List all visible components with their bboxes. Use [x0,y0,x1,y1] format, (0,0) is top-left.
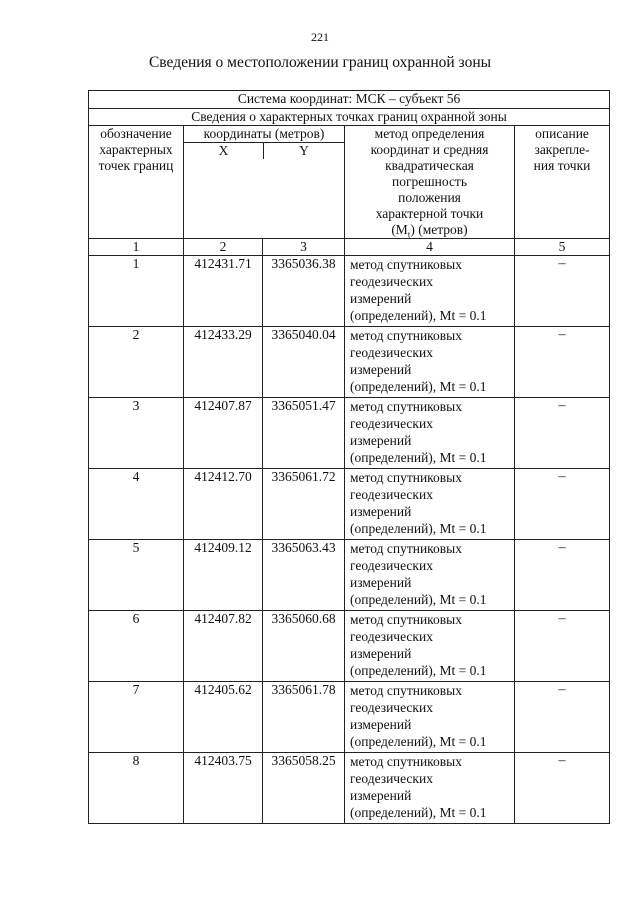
method-cell [345,611,515,682]
method-line: (определений), Mt = 0.1 [350,379,487,394]
method-line: метод спутниковых [350,683,462,698]
method-line: геодезических [350,274,433,289]
method-cell [345,327,515,398]
point-designation: 6 [89,611,184,682]
table-row [89,753,610,824]
coordinate-y: 3365040.04 [263,327,345,398]
point-designation: 1 [89,256,184,327]
coordinate-system-row [89,91,610,109]
method-line: метод спутниковых [350,470,462,485]
table-body [89,256,610,824]
method-line: метод спутниковых [350,328,462,343]
section-title-row [89,109,610,126]
coords-subheaders [184,143,344,231]
mt-suffix: ) (метров) [410,222,468,237]
method-line: геодезических [350,700,433,715]
column-number: 1 [89,239,184,256]
coordinate-y: 3365060.68 [263,611,345,682]
point-designation: 5 [89,540,184,611]
header-line: точек границ [98,158,174,173]
coordinate-y: 3365036.38 [263,256,345,327]
coordinate-y: 3365058.25 [263,753,345,824]
table-row [89,611,610,682]
method-line: геодезических [350,558,433,573]
coordinate-x: 412407.82 [184,611,263,682]
method-line: (определений), Mt = 0.1 [350,450,487,465]
point-designation: 4 [89,469,184,540]
header-line: положения [398,190,461,205]
boundary-points-table [88,90,610,824]
method-line: геодезических [350,345,433,360]
column-numbers-row [89,239,610,256]
table-row [89,682,610,753]
method-line: (определений), Mt = 0.1 [350,592,487,607]
method-cell [345,540,515,611]
point-description: – [515,753,610,824]
method-line: геодезических [350,416,433,431]
header-line: ния точки [533,158,591,173]
table-row [89,398,610,469]
method-line: (определений), Mt = 0.1 [350,734,487,749]
method-line: (определений), Mt = 0.1 [350,521,487,536]
table-row [89,256,610,327]
method-line: метод спутниковых [350,399,462,414]
coords-group-label: координаты (метров) [184,126,344,143]
header-coordinates [184,126,345,239]
method-line: метод спутниковых [350,541,462,556]
column-number: 4 [345,239,515,256]
method-line: измерений [350,291,412,306]
table-row [89,540,610,611]
method-line: измерений [350,575,412,590]
method-cell [345,256,515,327]
header-x: X [184,143,264,159]
point-description: – [515,540,610,611]
method-cell [345,469,515,540]
header-row [89,126,610,239]
header-line: квадратическая [385,158,474,173]
point-designation: 3 [89,398,184,469]
point-designation: 8 [89,753,184,824]
method-line: измерений [350,788,412,803]
header-line [345,222,514,238]
header-line: координат и средняя [370,142,489,157]
section-title: Сведения о характерных точках границ охранной зоны [89,109,610,126]
header-line: обозначение [100,126,172,141]
header-y: Y [299,143,309,158]
coordinate-x: 412431.71 [184,256,263,327]
method-line: геодезических [350,487,433,502]
coordinate-x: 412412.70 [184,469,263,540]
method-line: (определений), Mt = 0.1 [350,805,487,820]
point-description: – [515,256,610,327]
method-line: измерений [350,433,412,448]
mt-subscript: t [407,229,411,240]
point-designation: 7 [89,682,184,753]
method-cell [345,398,515,469]
header-line: закрепле- [534,142,590,157]
point-description: – [515,469,610,540]
point-description: – [515,611,610,682]
coordinate-y: 3365061.78 [263,682,345,753]
header-line: метод определения [374,126,485,141]
coordinate-y: 3365063.43 [263,540,345,611]
coordinate-x: 412407.87 [184,398,263,469]
table-row [89,469,610,540]
method-cell [345,682,515,753]
header-point-designation [89,126,184,239]
method-line: измерений [350,362,412,377]
coordinate-y: 3365061.72 [263,469,345,540]
coordinate-x: 412433.29 [184,327,263,398]
method-line: измерений [350,717,412,732]
header-description [515,126,610,239]
page-number: 221 [311,30,329,44]
point-designation: 2 [89,327,184,398]
method-line: измерений [350,646,412,661]
header-line: характерных [99,142,173,157]
point-description: – [515,327,610,398]
mt-prefix: (M [391,222,408,237]
method-line: измерений [350,504,412,519]
coordinate-y: 3365051.47 [263,398,345,469]
method-cell [345,753,515,824]
method-line: метод спутниковых [350,257,462,272]
column-number: 5 [515,239,610,256]
coordinate-x: 412405.62 [184,682,263,753]
method-line: (определений), Mt = 0.1 [350,308,487,323]
point-description: – [515,682,610,753]
column-number: 2 [184,239,263,256]
coordinate-x: 412409.12 [184,540,263,611]
header-line: характерной точки [375,206,484,221]
document-title: Сведения о местоположении границ охранной зоны [148,54,492,71]
header-line: погрешность [391,174,467,189]
coordinate-system-label: Система координат: МСК – субъект 56 [89,91,610,109]
header-line: описание [535,126,589,141]
method-line: геодезических [350,629,433,644]
point-description: – [515,398,610,469]
column-number: 3 [263,239,345,256]
method-line: метод спутниковых [350,754,462,769]
method-line: геодезических [350,771,433,786]
header-method [345,126,515,239]
table-row [89,327,610,398]
coordinate-x: 412403.75 [184,753,263,824]
method-line: метод спутниковых [350,612,462,627]
method-line: (определений), Mt = 0.1 [350,663,487,678]
